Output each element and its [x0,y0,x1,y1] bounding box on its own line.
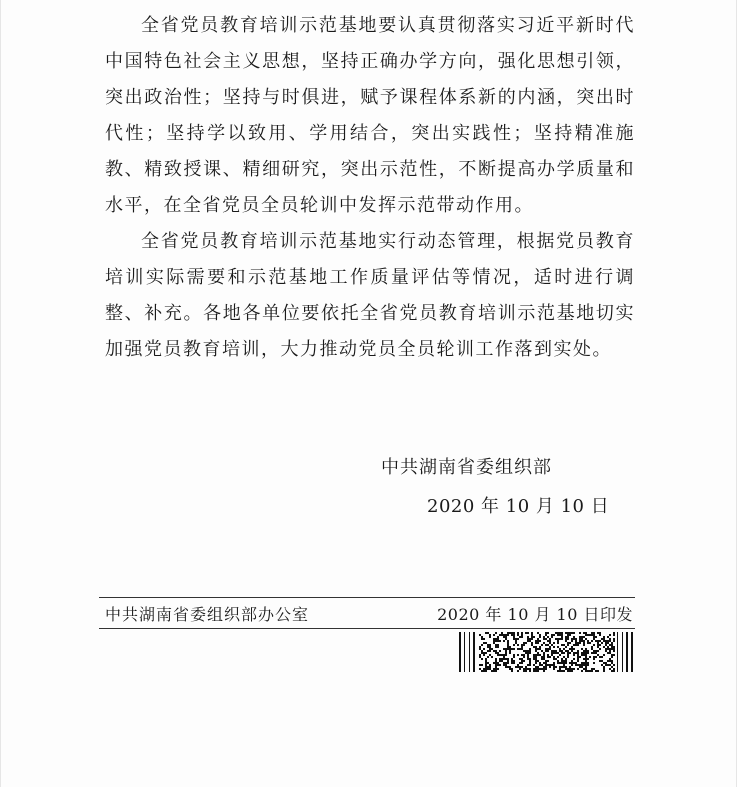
footer-top-rule [99,597,635,598]
footer-bottom-rule [99,628,635,629]
paragraph-2: 全省党员教育培训示范基地实行动态管理，根据党员教育培训实际需要和示范基地工作质量评估等情况，适时进行调整、补充。各地各单位要依托全省党员教育培训示范基地切实加强党员教育培训，大力推动党员全员轮训工作落到实处。 [105,231,635,360]
document-body [105,8,635,368]
footer-issue-date: 2020 年 10 月 10 日印发 [437,605,633,624]
paragraph-1: 全省党员教育培训示范基地要认真贯彻落实习近平新时代中国特色社会主义思想，坚持正确办学方向，强化思想引领，突出政治性；坚持与时俱进，赋予课程体系新的内涵，突出时代性；坚持学以致用、学用结合，突出实践性；坚持精准施教、精致授课、精细研究，突出示范性，不断提高办学质量和水平，在全省党员全员轮训中发挥示范带动作用。 [105,15,635,216]
barcode-icon [459,632,635,672]
footer-issuer: 中共湖南省委组织部办公室 [105,605,310,624]
signature-date: 2020 年 10 月 10 日 [427,496,610,517]
signature-organization: 中共湖南省委组织部 [381,457,552,478]
